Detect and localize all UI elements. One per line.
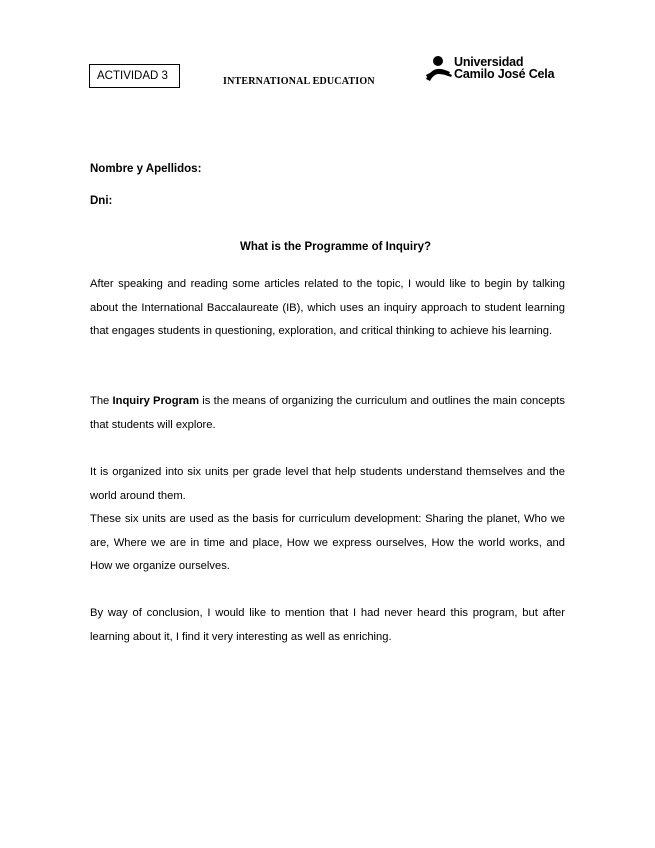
document-heading: What is the Programme of Inquiry? — [239, 241, 432, 253]
paragraph-conclusion-text: By way of conclusion, I would like to mention that I had never heard this program, but after learning about it, I find it very interesting as well as enriching. — [90, 607, 565, 643]
dni-field-label: Dni: — [90, 195, 113, 207]
logo-text-line2: Camilo José Cela — [454, 67, 555, 81]
paragraph-intro-text: After speaking and reading some articles related to the topic, I would like to begin by talking about the International Baccalaureate (IB), which uses an inquiry approach to student learning that engages students in questioning, exploration, and critical thinking to achieve his learning. — [90, 278, 565, 337]
course-title: INTERNATIONAL EDUCATION — [223, 76, 375, 87]
paragraph-inquiry-suffix: is the means of organizing the curriculum and outlines the main concepts that students will explore. — [90, 395, 565, 431]
activity-label-box — [89, 64, 180, 88]
paragraph-themes-text: These six units are used as the basis for curriculum development: Sharing the planet, Who we are, Where we are in time and place, How we express ourselves, How the world works, and How we organize ourselves. — [90, 513, 565, 572]
paragraph-inquiry-program — [90, 390, 565, 437]
activity-label: ACTIVIDAD 3 — [97, 70, 168, 82]
inquiry-program-term: Inquiry Program — [112, 395, 200, 407]
ucjc-figure-icon — [424, 55, 454, 83]
paragraph-themes — [90, 508, 565, 579]
name-field-label: Nombre y Apellidos: — [90, 163, 202, 175]
paragraph-inquiry-prefix: The — [90, 395, 113, 407]
paragraph-units — [90, 461, 565, 508]
paragraph-units-text: It is organized into six units per grade level that help students understand themselves and the world around them. — [90, 466, 565, 502]
logo-text-line1: Universidad — [454, 55, 524, 69]
paragraph-intro — [90, 273, 565, 344]
university-logo — [424, 55, 564, 85]
paragraph-conclusion — [90, 602, 565, 649]
